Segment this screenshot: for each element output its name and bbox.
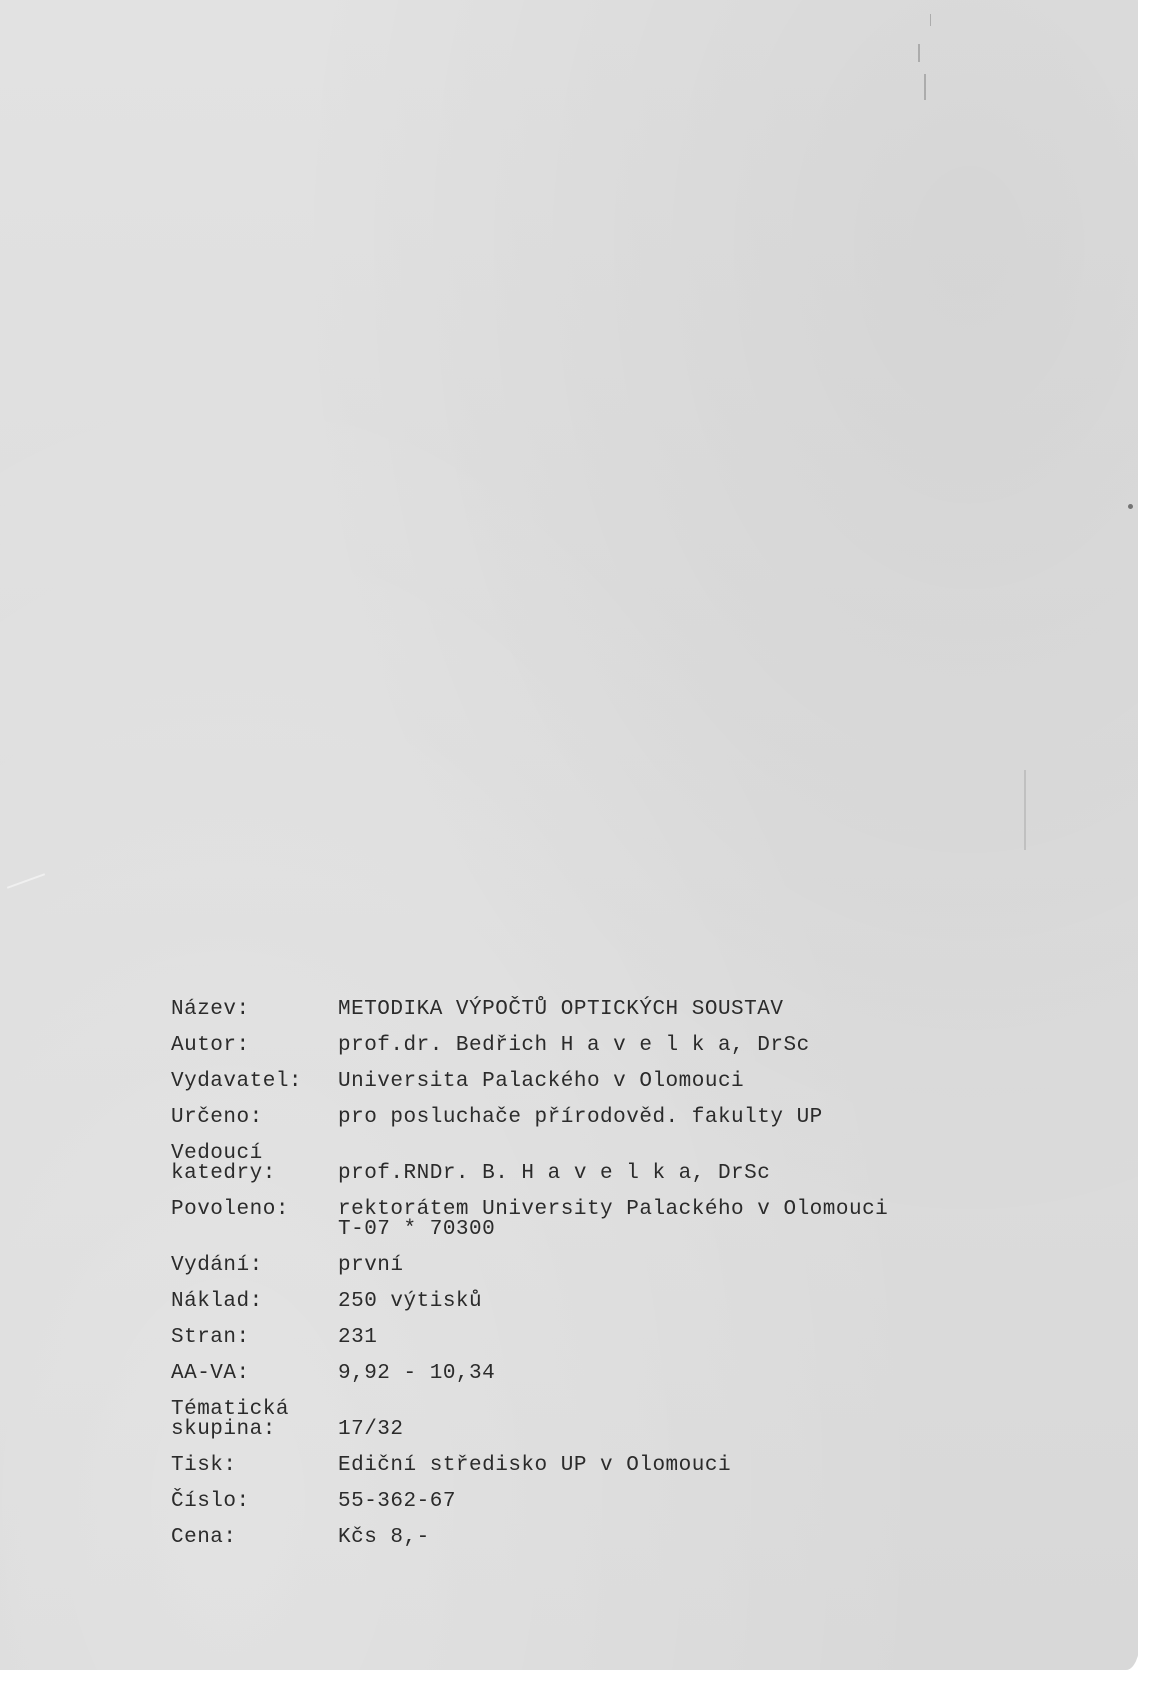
paper-mark: [918, 44, 920, 62]
imprint-row-aa-va: [171, 1364, 1051, 1384]
imprint-value: rektorátem University Palackého v Olomouci T-07 * 70300: [338, 1198, 889, 1241]
imprint-label: Povoleno:: [171, 1198, 289, 1221]
imprint-label: Vedoucí katedry:: [171, 1142, 276, 1185]
imprint-label: AA-VA:: [171, 1362, 250, 1385]
imprint-label: Tématická skupina:: [171, 1398, 289, 1441]
imprint-value: prof.RNDr. B. H a v e l k a, DrSc: [338, 1162, 771, 1185]
imprint-value: prof.dr. Bedřich H a v e l k a, DrSc: [338, 1034, 810, 1057]
imprint-value: 55-362-67: [338, 1490, 456, 1513]
imprint-row-number: [171, 1492, 1051, 1512]
imprint-value: 17/32: [338, 1418, 404, 1441]
paper-mark: [924, 74, 926, 100]
imprint-row-printing: [171, 1456, 1051, 1476]
imprint-value: 9,92 - 10,34: [338, 1362, 496, 1385]
paper-mark: [1128, 504, 1133, 509]
imprint-value: METODIKA VÝPOČTŮ OPTICKÝCH SOUSTAV: [338, 998, 784, 1021]
imprint-row-title: [171, 1000, 1051, 1020]
imprint-label: Náklad:: [171, 1290, 263, 1313]
imprint-value: 250 výtisků: [338, 1290, 483, 1313]
imprint-row-price: [171, 1528, 1051, 1548]
imprint-label: Stran:: [171, 1326, 250, 1349]
imprint-label: Vydání:: [171, 1254, 263, 1277]
imprint-label: Vydavatel:: [171, 1070, 303, 1093]
imprint-value: Universita Palackého v Olomouci: [338, 1070, 745, 1093]
imprint-value: 231: [338, 1326, 378, 1349]
imprint-value: první: [338, 1254, 404, 1277]
paper-mark: [7, 873, 45, 889]
imprint-row-thematic-group: [171, 1400, 1051, 1440]
imprint-row-print-run: [171, 1292, 1051, 1312]
imprint-label: Určeno:: [171, 1106, 263, 1129]
imprint-row-edition: [171, 1256, 1051, 1276]
imprint-label: Číslo:: [171, 1490, 250, 1513]
imprint-value: Kčs 8,-: [338, 1526, 430, 1549]
imprint-value: Ediční středisko UP v Olomouci: [338, 1454, 732, 1477]
paper-mark: [930, 14, 931, 26]
imprint-row-intended: [171, 1108, 1051, 1128]
imprint-row-publisher: [171, 1072, 1051, 1092]
imprint-value: pro posluchače přírodověd. fakulty UP: [338, 1106, 823, 1129]
imprint-label: Cena:: [171, 1526, 237, 1549]
imprint-row-department-head: [171, 1144, 1051, 1184]
imprint-label: Autor:: [171, 1034, 250, 1057]
imprint-label: Název:: [171, 998, 250, 1021]
scan-margin: [1138, 0, 1157, 1695]
imprint-label: Tisk:: [171, 1454, 237, 1477]
paper-mark: [1024, 770, 1026, 850]
imprint-block: [171, 1000, 1051, 1564]
imprint-row-permission: [171, 1200, 1051, 1240]
imprint-row-pages: [171, 1328, 1051, 1348]
imprint-row-author: [171, 1036, 1051, 1056]
